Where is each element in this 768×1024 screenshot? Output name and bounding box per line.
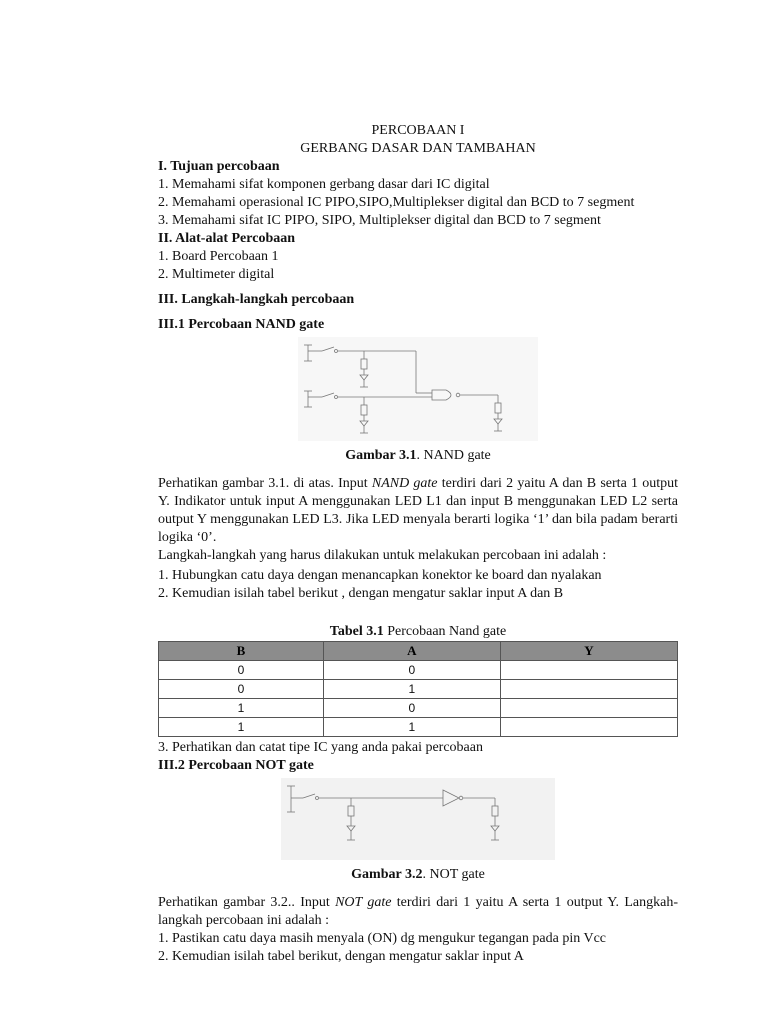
table-row bbox=[159, 680, 678, 699]
figure-caption-text: . NOT gate bbox=[422, 867, 485, 882]
table-cell: 1 bbox=[323, 680, 500, 699]
figure-caption-nand bbox=[158, 447, 678, 465]
not-gate-schematic bbox=[281, 778, 555, 860]
list-item: 3. Perhatikan dan catat tipe IC yang anda pakai percobaan bbox=[158, 740, 483, 755]
table-label: Tabel 3.1 bbox=[329, 624, 384, 639]
list-item: 3. Memahami sifat IC PIPO, SIPO, Multiplekser digital dan BCD to 7 segment bbox=[158, 213, 601, 228]
table-cell: 1 bbox=[323, 718, 500, 737]
list-item: 2. Kemudian isilah tabel berikut, dengan mengatur saklar input A bbox=[158, 949, 524, 964]
section-heading-alat: II. Alat-alat Percobaan bbox=[158, 231, 296, 246]
document-title: PERCOBAAN I bbox=[371, 123, 465, 138]
document-page bbox=[158, 122, 678, 966]
column-header: A bbox=[323, 642, 500, 661]
figure-label: Gambar 3.1 bbox=[345, 448, 417, 463]
table-cell[interactable] bbox=[500, 661, 677, 680]
table-cell[interactable] bbox=[500, 680, 677, 699]
list-item: 1. Pastikan catu daya masih menyala (ON) dg mengukur tegangan pada pin Vcc bbox=[158, 931, 606, 946]
section-heading-tujuan: I. Tujuan percobaan bbox=[158, 159, 280, 174]
list-item: 1. Memahami sifat komponen gerbang dasar dari IC digital bbox=[158, 177, 490, 192]
table-header-row bbox=[159, 642, 678, 661]
table-row bbox=[159, 718, 678, 737]
column-header: B bbox=[159, 642, 324, 661]
section-heading-langkah: III. Langkah-langkah percobaan bbox=[158, 292, 355, 307]
table-cell: 1 bbox=[159, 718, 324, 737]
nand-truth-table bbox=[158, 641, 678, 737]
table-cell: 1 bbox=[159, 699, 324, 718]
document-subtitle: GERBANG DASAR DAN TAMBAHAN bbox=[300, 141, 536, 156]
column-header: Y bbox=[500, 642, 677, 661]
emphasis-not-gate: NOT gate bbox=[335, 895, 392, 910]
table-caption-nand bbox=[158, 623, 678, 641]
figure-caption-not bbox=[158, 866, 678, 884]
table-cell: 0 bbox=[323, 699, 500, 718]
paragraph-text: Perhatikan gambar 3.1. di atas. Input bbox=[158, 476, 372, 491]
paragraph-text: terdiri dari 2 yaitu A dan B serta 1 output Y. Indikator untuk input A menggunakan LED L1 dan input B menggunakan LED L2 serta output Y menggunakan LED L3. Jika LED menyala berarti logika ‘1’ dan bila padam berarti logika ‘0’. bbox=[158, 476, 678, 545]
table-cell: 0 bbox=[159, 680, 324, 699]
list-item: 2. Multimeter digital bbox=[158, 267, 275, 282]
table-caption-text: Percobaan Nand gate bbox=[383, 624, 507, 639]
figure-label: Gambar 3.2 bbox=[351, 867, 423, 882]
subsection-heading-nand: III.1 Percobaan NAND gate bbox=[158, 317, 325, 332]
table-row bbox=[159, 699, 678, 718]
not-paragraph bbox=[158, 894, 678, 930]
list-item: 1. Hubungkan catu daya dengan menancapkan konektor ke board dan nyalakan bbox=[158, 568, 602, 583]
subsection-heading-not: III.2 Percobaan NOT gate bbox=[158, 758, 314, 773]
emphasis-nand-gate: NAND gate bbox=[371, 476, 438, 491]
figure-caption-text: . NAND gate bbox=[416, 448, 491, 463]
paragraph-text: Perhatikan gambar 3.2.. Input bbox=[158, 895, 336, 910]
nand-paragraph-2: Langkah-langkah yang harus dilakukan untuk melakukan percobaan ini adalah : bbox=[158, 548, 607, 563]
list-item: 2. Memahami operasional IC PIPO,SIPO,Multiplekser digital dan BCD to 7 segment bbox=[158, 195, 635, 210]
list-item: 2. Kemudian isilah tabel berikut , dengan mengatur saklar input A dan B bbox=[158, 586, 564, 601]
table-cell[interactable] bbox=[500, 718, 677, 737]
table-cell: 0 bbox=[159, 661, 324, 680]
paragraph-text: terdiri dari 1 yaitu A serta 1 output Y. Langkah-langkah percobaan ini adalah : bbox=[158, 895, 678, 928]
nand-gate-schematic bbox=[298, 337, 538, 441]
nand-paragraph bbox=[158, 475, 678, 547]
list-item: 1. Board Percobaan 1 bbox=[158, 249, 279, 264]
table-row bbox=[159, 661, 678, 680]
table-cell[interactable] bbox=[500, 699, 677, 718]
table-cell: 0 bbox=[323, 661, 500, 680]
